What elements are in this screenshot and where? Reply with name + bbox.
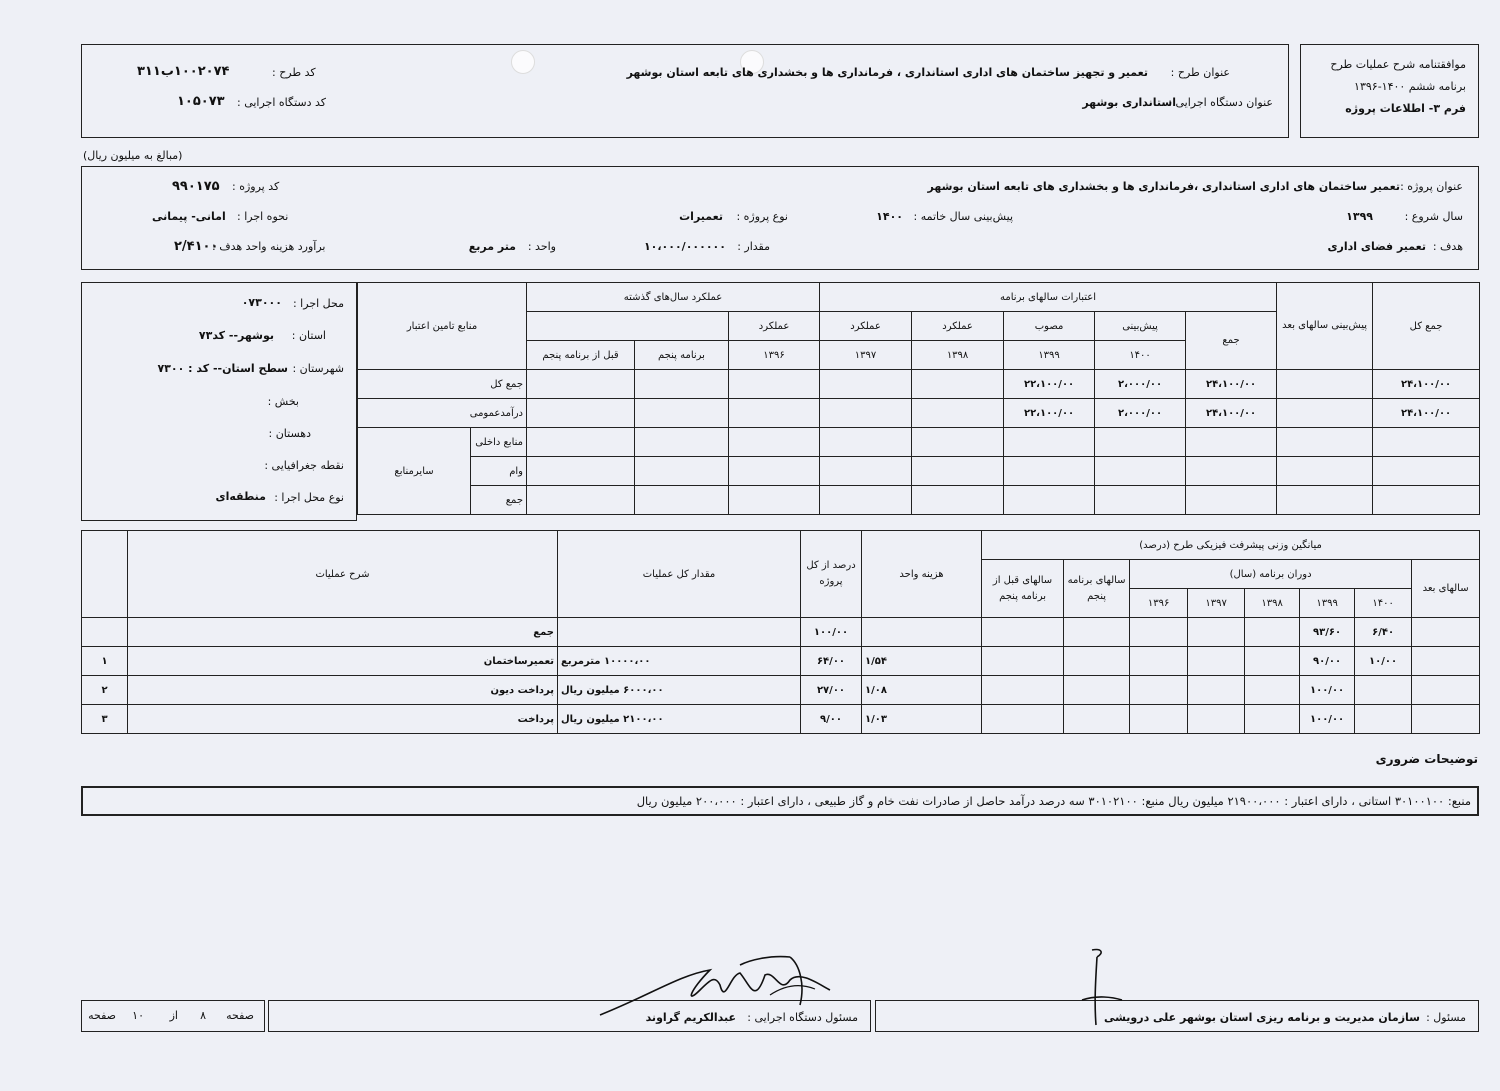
site-type: منطقه‌ای [215, 490, 266, 503]
quantity-label: مقدار : [737, 240, 770, 253]
responsible-label: مسئول : [1426, 1011, 1466, 1024]
project-code-label: کد پروژه : [232, 180, 280, 193]
h-prog-sum: جمع [1186, 312, 1277, 370]
h-total: جمع کل [1373, 283, 1480, 370]
county: سطح استان-- کد : ۷۳۰۰ [157, 362, 288, 375]
agency-name: استانداری بوشهر [1082, 96, 1176, 109]
project-title-label: عنوان پروژه : [1400, 180, 1463, 193]
project-type-label: نوع پروژه : [736, 210, 788, 223]
h-perf-1398: عملکرد [912, 312, 1004, 341]
site-label: محل اجرا : [292, 297, 344, 310]
page-number: ۸ [200, 1009, 206, 1022]
total-sum: ۲۴،۱۰۰/۰۰ [1186, 370, 1277, 399]
pages-label: صفحه [88, 1009, 116, 1022]
notes-box [81, 786, 1479, 816]
h-perf-1397: عملکرد [820, 312, 912, 341]
h-after: پیش‌بینی سالهای بعد [1277, 283, 1373, 370]
row-total-label: جمع کل [358, 370, 527, 399]
goal: تعمیر فضای اداری [1327, 240, 1426, 253]
unit-cost-label: برآورد هزینه واحد هدف : [212, 240, 326, 253]
h-ops-prog5: سالهای برنامه پنجم [1064, 560, 1130, 618]
start-year: ۱۳۹۹ [1346, 210, 1373, 223]
footer-page-box [81, 1000, 265, 1032]
h-qty: مقدار کل عملیات [558, 531, 801, 618]
row-loan-label: وام [471, 457, 527, 486]
h-program: اعتبارات سالهای برنامه [820, 283, 1277, 312]
h-ops-y1396: ۱۳۹۶ [1130, 589, 1188, 618]
h-forecast: پیش‌بینی [1095, 312, 1186, 341]
public-grand: ۲۴،۱۰۰/۰۰ [1373, 399, 1480, 428]
notes-title: توضیحات ضروری [1375, 752, 1478, 766]
project-code: ۹۹۰۱۷۵ [172, 179, 220, 194]
responsible-name: سازمان مدیریت و برنامه ریزی استان بوشهر علی درویشی [1103, 1011, 1420, 1024]
h-period: دوران برنامه (سال) [1130, 560, 1412, 589]
h-cost: هزینه واحد [862, 531, 982, 618]
h-y1399: ۱۳۹۹ [1004, 341, 1095, 370]
project-title: تعمیر ساختمان های اداری استانداری ،فرمانداری ها و بخشداری های تابعه استان بوشهر [927, 180, 1400, 193]
form-header-box [1300, 44, 1479, 138]
quantity: ۱۰،۰۰۰/۰۰۰۰۰۰ [643, 240, 726, 253]
row-sum-label: جمع [471, 486, 527, 515]
h-perf-1396: عملکرد [729, 312, 820, 341]
table-row: ۱۰۰/۰۰ ۱/۰۸ ۲۷/۰۰ ۶۰۰۰،۰۰ میلیون ریال پرداخت دیون ۲ [82, 676, 1480, 705]
site: ۰۷۳۰۰۰ [241, 296, 282, 309]
agency-code: ۱۰۵۰۷۳ [177, 94, 225, 109]
signature-left [590, 945, 860, 1035]
h-ops-y1398: ۱۳۹۸ [1245, 589, 1300, 618]
h-y1396: ۱۳۹۶ [729, 341, 820, 370]
h-ops-y1400: ۱۴۰۰ [1355, 589, 1412, 618]
start-year-label: سال شروع : [1404, 210, 1463, 223]
h-pct: درصد از کل پروژه [801, 531, 862, 618]
public-sum: ۲۴،۱۰۰/۰۰ [1186, 399, 1277, 428]
unit: متر مربع [468, 240, 516, 253]
district-label: بخش : [267, 395, 299, 408]
plan-title: تعمیر و تجهیز ساختمان های اداری استانداری ، فرمانداری ها و بخشداری های تابعه استان بوشهر [626, 66, 1148, 79]
site-type-label: نوع محل اجرا : [274, 491, 344, 504]
agency-responsible-label: مسئول دستگاه اجرایی : [747, 1011, 858, 1024]
page-of-label: از [169, 1009, 178, 1022]
funding-table [357, 282, 1480, 515]
end-year-label: پیش‌بینی سال خاتمه : [913, 210, 1013, 223]
agency-code-label: کد دستگاه اجرایی : [237, 96, 327, 109]
h-past: عملکرد سال‌های گذشته [527, 283, 820, 312]
h-desc: شرح عملیات [128, 531, 558, 618]
table-row: ۱۰۰/۰۰ ۱/۰۳ ۹/۰۰ ۲۱۰۰،۰۰ میلیون ریال پرداخت ۳ [82, 705, 1480, 734]
location-box [81, 282, 357, 521]
units-note: (مبالغ به میلیون ریال) [83, 149, 183, 162]
plan-title-label: عنوان طرح : [1170, 66, 1230, 79]
h-before5: قبل از برنامه پنجم [527, 341, 635, 370]
h-prog5: برنامه پنجم [635, 341, 729, 370]
table-row: ۱۰/۰۰ ۹۰/۰۰ ۱/۵۴ ۶۴/۰۰ ۱۰۰۰۰،۰۰ مترمربع تعمیرساختمان ۱ [82, 647, 1480, 676]
form-header-line1: موافقتنامه شرح عملیات طرح [1330, 58, 1466, 71]
unit-cost: ۲/۴۱۰۰ [174, 239, 219, 254]
h-y1397: ۱۳۹۷ [820, 341, 912, 370]
h-ops-after: سالهای بعد [1412, 560, 1480, 618]
agency-responsible-name: عبدالکریم گراوند [645, 1011, 736, 1024]
footer-responsible-box [875, 1000, 1479, 1032]
h-progress: میانگین وزنی پیشرفت فیزیکی طرح (درصد) [982, 531, 1480, 560]
geo-label: نقطه جغرافیایی : [264, 459, 344, 472]
rural-label: دهستان : [268, 427, 311, 440]
page-label: صفحه [226, 1009, 254, 1022]
plan-code: ۱۰۰۲۰۷۴ب۳۱۱ [137, 64, 230, 79]
operations-table [81, 530, 1480, 734]
h-ops-y1397: ۱۳۹۷ [1188, 589, 1245, 618]
project-info-box [81, 166, 1479, 270]
public-forecast: ۲،۰۰۰/۰۰ [1095, 399, 1186, 428]
total-approved: ۲۲،۱۰۰/۰۰ [1004, 370, 1095, 399]
total-grand: ۲۴،۱۰۰/۰۰ [1373, 370, 1480, 399]
plan-info-box [81, 44, 1289, 138]
row-other-label: سایرمنابع [358, 428, 471, 515]
public-approved: ۲۲،۱۰۰/۰۰ [1004, 399, 1095, 428]
row-public-label: درآمدعمومی [358, 399, 527, 428]
h-y1400: ۱۴۰۰ [1095, 341, 1186, 370]
unit-label: واحد : [527, 240, 556, 253]
form-header-line2: برنامه ششم ۱۴۰۰-۱۳۹۶ [1354, 80, 1466, 93]
total-forecast: ۲،۰۰۰/۰۰ [1095, 370, 1186, 399]
table-row: ۶/۴۰ ۹۳/۶۰ ۱۰۰/۰۰ جمع [82, 618, 1480, 647]
end-year: ۱۴۰۰ [876, 210, 903, 223]
exec-method: امانی- پیمانی [152, 210, 226, 223]
province-label: استان : [291, 329, 326, 342]
notes-text: منبع: ۳۰۱۰۰۱۰۰ استانی ، دارای اعتبار : ۲۱۹۰۰،۰۰۰ میلیون ریال منبع: ۳۰۱۰۲۱۰۰ سه درصد درآمد حاصل از صادرات نفت خام و گاز طبیعی ، دارای اعتبار : ۲۰۰،۰۰۰ میلیون ریال [636, 794, 1471, 808]
h-ops-y1399: ۱۳۹۹ [1300, 589, 1355, 618]
row-internal-label: منابع داخلی [471, 428, 527, 457]
page-total: ۱۰ [132, 1009, 144, 1022]
h-approved: مصوب [1004, 312, 1095, 341]
province: بوشهر-- کد۷۳ [198, 329, 274, 342]
h-y1398: ۱۳۹۸ [912, 341, 1004, 370]
h-ops-before5: سالهای قبل از برنامه پنجم [982, 560, 1064, 618]
h-past-sub [527, 312, 729, 341]
form-header-line3: فرم ۳- اطلاعات پروژه [1345, 102, 1466, 115]
exec-method-label: نحوه اجرا : [237, 210, 289, 223]
county-label: شهرستان : [292, 362, 344, 375]
signature-right [1072, 945, 1132, 1035]
plan-code-label: کد طرح : [272, 66, 316, 79]
goal-label: هدف : [1432, 240, 1463, 253]
h-source: منابع تامین اعتبار [358, 283, 527, 370]
project-type: تعمیرات [679, 210, 723, 223]
agency-label: عنوان دستگاه اجرایی : [1168, 96, 1273, 109]
